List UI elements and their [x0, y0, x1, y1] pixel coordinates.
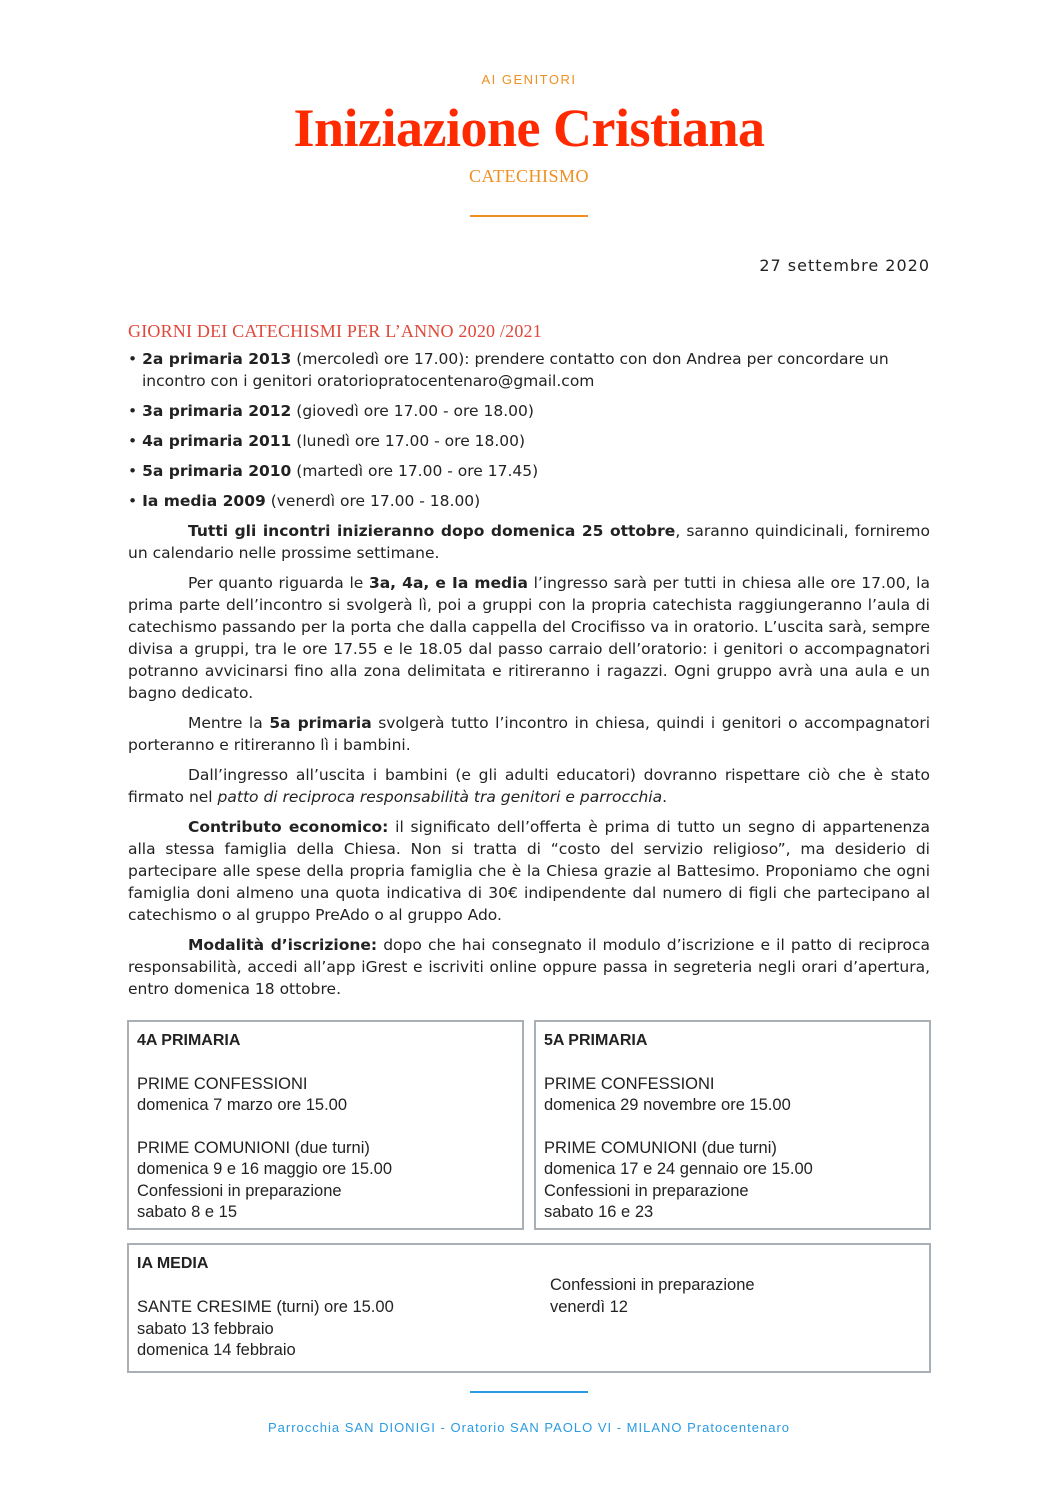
list-item-text: (giovedì ore 17.00 - ore 18.00) — [291, 402, 534, 420]
box-ia-media — [127, 1243, 931, 1373]
divider-orange — [470, 215, 588, 217]
box-line: PRIME COMUNIONI (due turni) — [544, 1138, 777, 1157]
box-line: PRIME CONFESSIONI — [137, 1074, 308, 1093]
box-line: sabato 13 febbraio — [137, 1319, 274, 1338]
box-title: 5A PRIMARIA — [544, 1032, 648, 1049]
spacer — [137, 1117, 514, 1138]
box-right-column — [550, 1275, 755, 1318]
box-line: domenica 29 novembre ore 15.00 — [544, 1096, 791, 1114]
box-line: Confessioni in preparazione — [550, 1276, 755, 1294]
paragraph-fifth-grade — [128, 712, 930, 756]
bold-text: Contributo economico: — [188, 818, 389, 836]
bold-text: 5a primaria — [269, 714, 372, 732]
bold-text: Tutti gli incontri inizieranno dopo domenica 25 ottobre — [188, 522, 676, 540]
list-item-label: 2a primaria 2013 — [142, 350, 292, 368]
body-text: il significato dell’offerta è prima di tutto un segno di appartenenza alla stessa famiglia della Chiesa. Non si tratta di “costo del servizio religioso”, ma desiderio di partecipare alle spese della propria famiglia che è la Chiesa grazie al Battesimo. Proponiamo che ogni famiglia doni almeno una quota indicativa di 30€ indipendente dal numero di figli che partecipano al catechismo o al gruppo PreAdo o al gruppo Ado. — [128, 818, 931, 924]
box-5a-primaria — [534, 1020, 931, 1230]
subtitle: CATECHISMO — [468, 166, 589, 186]
list-item: • 2a primaria 2013 (mercoledì ore 17.00): prendere contatto con don Andrea per concordare un incontro con i genitori oratoriopratocentenaro@gmail.com — [128, 350, 889, 390]
list-item: • 4a primaria 2011 (lunedì ore 17.00 - ore 18.00) — [128, 432, 526, 450]
box-line: domenica 7 marzo ore 15.00 — [137, 1096, 348, 1114]
body-text: dopo che hai consegnato il modulo d’iscrizione e il patto di reciproca responsabilità, accedi all’app iGrest e iscriviti online oppure passa in segreteria negli orari d’apertura, entro domenica 18 ottobre. — [128, 936, 930, 998]
main-content — [128, 320, 930, 1008]
paragraph-responsibility-pact — [128, 764, 930, 808]
box-line: PRIME CONFESSIONI — [544, 1074, 715, 1093]
footer: Parrocchia SAN DIONIGI - Oratorio SAN PAOLO VI - MILANO Pratocentenaro — [267, 1420, 791, 1435]
box-left-column — [137, 1297, 394, 1362]
box-title: IA MEDIA — [137, 1255, 209, 1272]
divider-blue — [470, 1391, 588, 1393]
list-item-text: (mercoledì ore 17.00): prendere contatto con don Andrea per concordare un incontro con i genitori oratoriopratocentenaro@gmail.com — [142, 350, 889, 390]
list-item: • Ia media 2009 (venerdì ore 17.00 - 18.00) — [128, 492, 481, 510]
list-item-label: 5a primaria 2010 — [142, 462, 292, 480]
body-text: Dall’ingresso all’uscita i bambini (e gli adulti educatori) dovranno rispettare ciò che è stato firmato nel — [128, 766, 930, 806]
box-line: sabato 16 e 23 — [544, 1203, 654, 1221]
box-line: domenica 9 e 16 maggio ore 15.00 — [137, 1160, 393, 1178]
box-line: Confessioni in preparazione — [137, 1181, 342, 1200]
list-item-label: Ia media 2009 — [142, 492, 266, 510]
box-line: Confessioni in preparazione — [544, 1181, 749, 1200]
italic-text: patto di reciproca responsabilità tra genitori e parrocchia — [217, 788, 663, 806]
section-title: GIORNI DEI CATECHISMI PER L’ANNO 2020 /2021 — [128, 321, 542, 341]
body-text: svolgerà tutto l’incontro in chiesa, quindi i genitori o accompagnatori porteranno e ritireranno lì i bambini. — [128, 714, 931, 754]
body-text: Mentre la — [188, 714, 270, 732]
paragraph-start-date — [128, 520, 930, 564]
spacer — [544, 1117, 921, 1138]
body-text: , saranno quindicinali, forniremo un calendario nelle prossime settimane. — [128, 522, 931, 562]
kicker: AI GENITORI — [481, 72, 577, 87]
box-line: domenica 17 e 24 gennaio ore 15.00 — [544, 1160, 813, 1178]
body-text: Per quanto riguarda le — [188, 574, 369, 592]
list-item: • 5a primaria 2010 (martedì ore 17.00 - ore 17.45) — [128, 462, 539, 480]
bold-text: Modalità d’iscrizione: — [188, 936, 378, 954]
list-item-text: (lunedì ore 17.00 - ore 18.00) — [291, 432, 526, 450]
paragraph-registration — [128, 934, 930, 1000]
list-item-text: (martedì ore 17.00 - ore 17.45) — [291, 462, 539, 480]
body-text: . — [662, 788, 668, 806]
page-title: Iniziazione Cristiana — [293, 98, 765, 158]
box-line: SANTE CRESIME (turni) ore 15.00 — [137, 1298, 394, 1316]
box-line: venerdì 12 — [550, 1297, 628, 1316]
box-4a-primaria — [127, 1020, 524, 1230]
bold-text: 3a, 4a, e Ia media — [368, 574, 528, 592]
box-line: sabato 8 e 15 — [137, 1203, 237, 1221]
box-line: domenica 14 febbraio — [137, 1341, 296, 1359]
box-title: 4A PRIMARIA — [137, 1032, 241, 1049]
paragraph-entry-exit — [128, 572, 930, 704]
paragraph-contribution — [128, 816, 930, 926]
list-item-label: 4a primaria 2011 — [142, 432, 292, 450]
list-item-text: (venerdì ore 17.00 - 18.00) — [265, 492, 481, 510]
box-line: PRIME COMUNIONI (due turni) — [137, 1138, 370, 1157]
document-date: 27 settembre 2020 — [759, 256, 930, 275]
list-item: • 3a primaria 2012 (giovedì ore 17.00 - ore 18.00) — [128, 402, 534, 420]
list-item-label: 3a primaria 2012 — [142, 402, 292, 420]
body-text: l’ingresso sarà per tutti in chiesa alle ore 17.00, la prima parte dell’incontro si svolgerà lì, poi a gruppi con la propria catechista raggiungeranno l’aula di catechismo passando per la porta che dalla cappella del Crocifisso va in oratorio. L’uscita sarà, sempre divisa a gruppi, tra le ore 17.55 e le 18.05 dal passo carraio dell’oratorio: i genitori o accompagnatori potranno avvicinarsi fino alla zona delimitata e ritireranno i ragazzi. Ogni gruppo avrà una aula e un bagno dedicato. — [128, 574, 930, 702]
